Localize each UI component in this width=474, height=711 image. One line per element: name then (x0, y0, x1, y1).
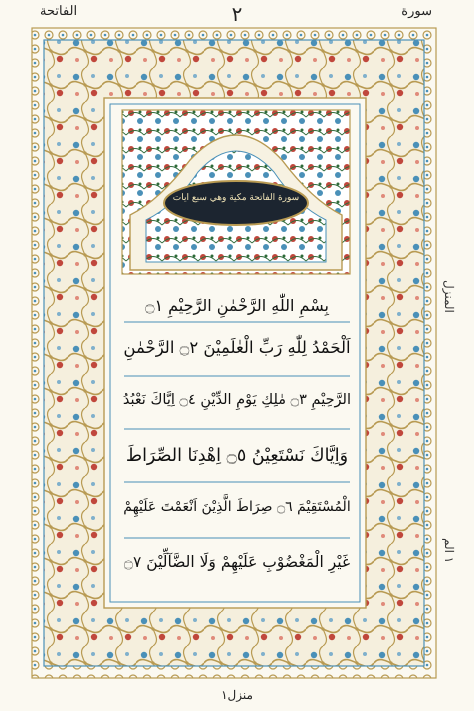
manzil-footer: منزل١ (221, 688, 253, 702)
verse-line: وَاِیَّاكَ نَسْتَعِیْنُ ۝٥ اِهْدِنَا الصِّرَاطَ (125, 446, 349, 466)
manzil-side-label: المنزل (442, 280, 456, 313)
surah-name-header: الفاتحة (40, 4, 78, 19)
juz-side-marker: ١ الم (442, 538, 456, 564)
surah-title: سورة الفاتحة مكية وهي سبع آيات (172, 193, 300, 203)
verse-line: غَیْرِ الْمَغْضُوْبِ عَلَیْهِمْ وَلَا الضَّآلِّیْنَ ۝٧ (123, 553, 351, 571)
verse-panel (123, 286, 351, 602)
page-number: ٢ (231, 2, 243, 26)
verse-line: اَلْحَمْدُ لِلّٰهِ رَبِّ الْعٰلَمِیْنَ ۝٢ الرَّحْمٰنِ (123, 338, 351, 357)
verse-line: الْمُسْتَقِیْمَ ۝٦ صِرَاطَ الَّذِیْنَ اَنْعَمْتَ عَلَیْهِمْ (123, 499, 351, 515)
surah-label-header: سورة (401, 4, 432, 19)
basmala-line: بِسْمِ اللّٰهِ الرَّحْمٰنِ الرَّحِیْمِ ۝١ (145, 296, 329, 315)
verse-line: الرَّحِیْمِ ۝٣ مٰلِكِ یَوْمِ الدِّیْنِ ۝٤ اِیَّاكَ نَعْبُدُ (122, 392, 351, 408)
